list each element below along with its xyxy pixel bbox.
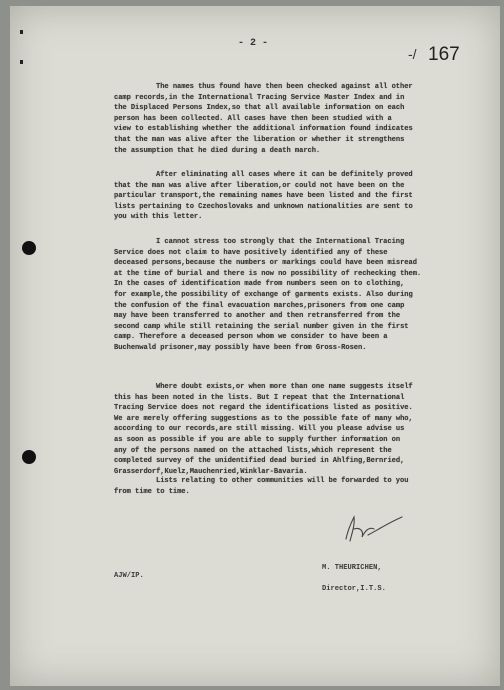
page-number: - 2 - [238,38,269,49]
paragraph-4: Where doubt exists,or when more than one name suggests itself this has been noted in the lists. But I repeat that the International Tracing Service does not regard the identifications listed as positive. We are merely offering suggestions as to the possible fate of many who, according to our records,are still missing. Will you please advise us as soon as possible if you are able to supply further information on any of the persons named on the attached lists,which represent the completed survey of the unidentified dead buried in Ahlfing,Bernried, Grasserdorf,Kuelz,Mauchenried,Winklar-Bavaria. [114,383,413,476]
folio-handwritten-mark: -/ [408,46,417,62]
punch-hole [22,450,36,464]
signature-block [322,552,386,605]
punch-hole [22,241,36,255]
paragraph-1: The names thus found have then been checked against all other camp records,in the International Tracing Service Master Index and in the Displaced Persons Index,so that all available information on each person has been collected. All cases have then been studied with a view to establishing whether the additional information found indicates that the man was alive after the liberation or whether it strengthens the assumption that he died during a death march. [114,83,413,155]
paragraph-2: After eliminating all cases where it can be definitely proved that the man was alive after liberation,or could not have been on the particular transport,the remaining names have been listed and the first lists pertaining to Czechoslovaks and unknown nationalities are sent to you with this letter. [114,171,413,222]
folio-number: 167 [428,44,460,65]
paragraph-5: Lists relating to other communities will be forwarded to you from time to time. [114,477,409,496]
handwritten-signature [340,511,410,546]
punch-mark [20,60,23,64]
signatory-name: M. THEURICHEN, [322,563,382,572]
signatory-title: Director,I.T.S. [322,584,386,593]
reference-initials: AJW/IP. [114,572,144,580]
paragraph-3: I cannot stress too strongly that the International Tracing Service does not claim to have positively identified any of these deceased persons,because the numbers or markings could have been misread at the time of burial and there is now no possibility of rechecking them. In the cases of identification made from numbers seen on to clothing, for example,the possibility of exchange of garments exists. Also during the confusion of the final evacuation marches,prisoners from one camp may have been transferred to another and then retransferred from the second camp while still retaining the serial number given in the first camp. Therefore a deceased person whom we consider to have been a Buchenwald prisoner,may possibly have been from Gross-Rosen. [114,238,422,352]
punch-mark [20,30,23,34]
document-page [10,6,500,686]
